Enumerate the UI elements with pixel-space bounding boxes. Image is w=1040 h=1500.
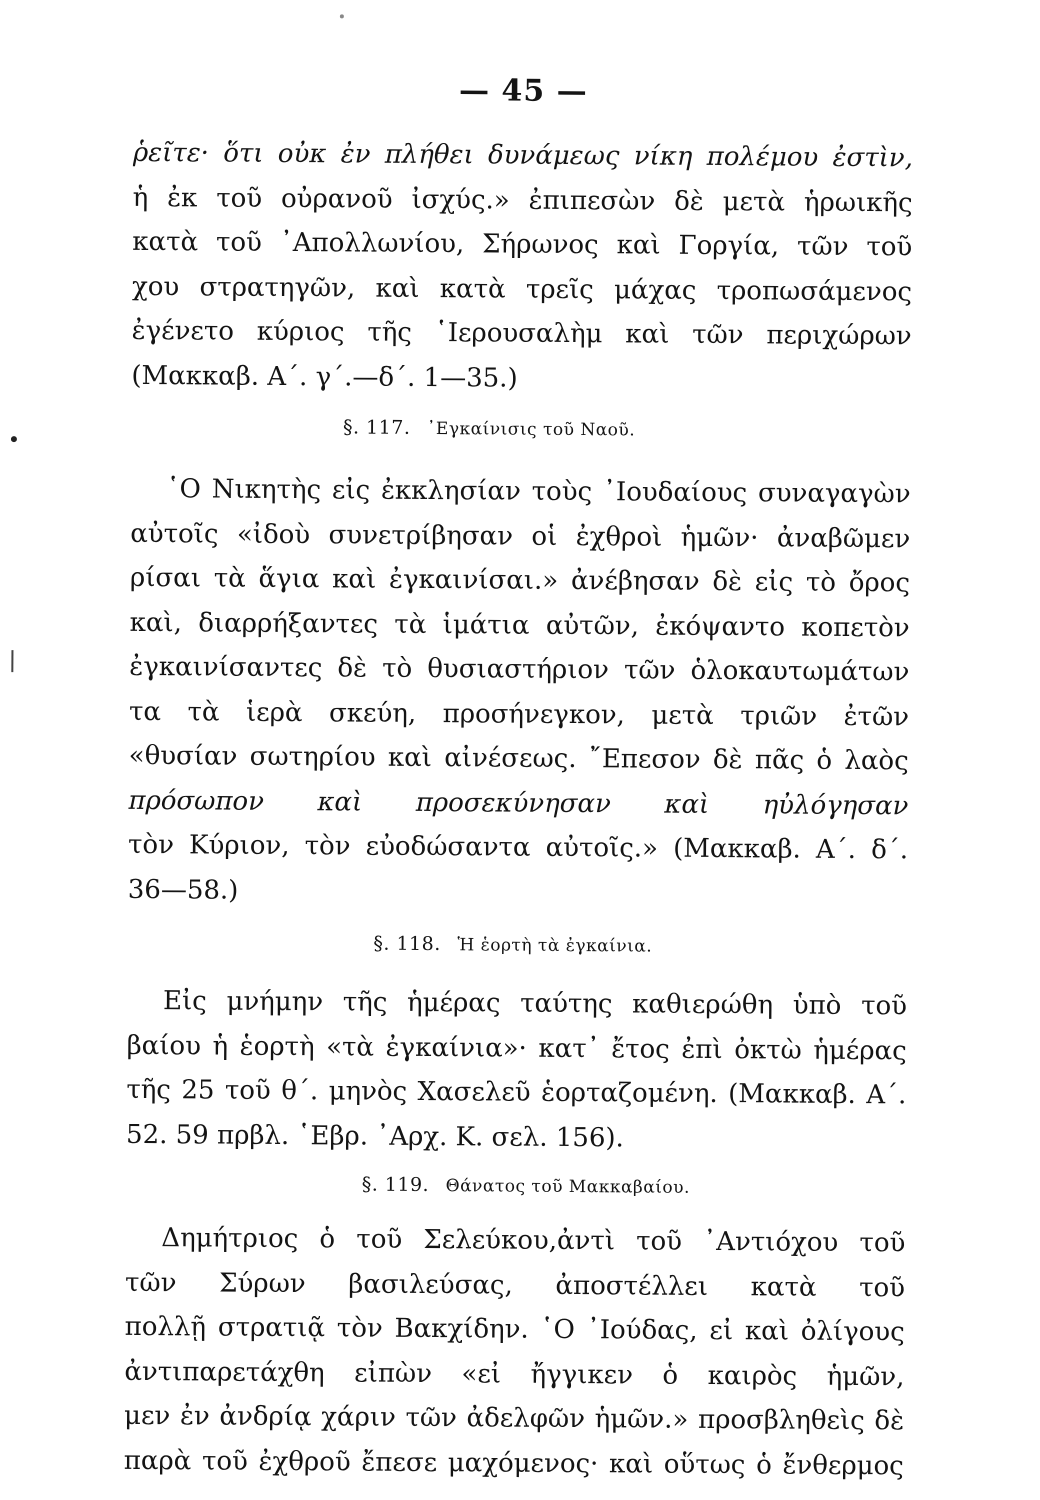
section-number: §. 119. [361, 1173, 430, 1197]
page-speck [340, 14, 344, 18]
page-number: — 45 — [458, 73, 588, 110]
section-title: ᾿Εγκαίνισις τοῦ Ναοῦ. [426, 418, 636, 441]
margin-dot [11, 436, 17, 442]
continuation-paragraph [131, 131, 913, 403]
text-line: ἡ ἐκ τοῦ οὐρανοῦ ἰσχύς.» ἐπιπεσὼν δὲ μετὰ ἡρωικῆς [132, 182, 913, 218]
section-number: §. 118. [373, 932, 441, 956]
text-line: τῶν Σύρων βασιλεύσας, ἀποστέλλει κατὰ τοῦ [124, 1267, 906, 1303]
text-line: παρὰ τοῦ ἐχθροῦ ἔπεσε μαχόμενος· καὶ οὕτως ὁ ἔνθερμος [123, 1445, 904, 1481]
section-title: Θάνατος τοῦ Μακκαβαίου. [445, 1176, 690, 1198]
text-line: ἐγκαινίσαντες δὲ τὸ θυσιαστήριον τῶν ὁλοκαυτωμάτων [129, 651, 910, 688]
section-title: Ἡ ἑορτὴ τὰ ἐγκαίνια. [457, 935, 653, 957]
text-line: κατὰ τοῦ ᾿Απολλωνίου, Σήρωνος καὶ Γοργία, τῶν τοῦ [132, 226, 913, 263]
text-line: (Μακκαβ. Α΄. γ΄.—δ΄. 1—35.) [131, 360, 518, 394]
text-line: χου στρατηγῶν, καὶ κατὰ τρεῖς μάχας τροπωσάμενος [131, 271, 913, 307]
text-line: βαίου ἡ ἑορτὴ «τὰ ἐγκαίνια»· κατ᾿ ἔτος ἐπὶ ὀκτὼ ἡμέρας [126, 1030, 907, 1066]
text-line: Δημήτριος ὁ τοῦ Σελεύκου,ἀντὶ τοῦ ᾿Αντιόχου τοῦ [161, 1223, 906, 1259]
text-line: Εἰς μνήμην τῆς ἡμέρας ταύτης καθιερώθη ὑπὸ τοῦ [162, 986, 908, 1022]
section-heading-117 [131, 412, 911, 446]
section-118-paragraph [126, 979, 907, 1162]
text-line: τὸν Κύριον, τὸν εὐοδώσαντα αὐτοῖς.» (Μακκαβ. Α΄. δ΄. [127, 829, 909, 866]
section-117-paragraph [128, 467, 911, 917]
text-line: καὶ, διαρρήξαντες τὰ ἱμάτια αὐτῶν, ἐκόψαντο κοπετὸν [129, 607, 910, 643]
text-line: πρόσωπον καὶ προσεκύνησαν καὶ ηὐλόγησαν [128, 785, 909, 821]
text-line: μεν ἐν ἀνδρίᾳ χάριν τῶν ἀδελφῶν ἡμῶν.» προσβληθεὶς δὲ [124, 1400, 905, 1437]
text-line: ῥεῖτε· ὅτι οὐκ ἐν πλήθει δυνάμεως νίκη πολέμου ἐστὶν, [132, 137, 914, 174]
section-heading-118 [127, 928, 907, 962]
text-line: ἐγένετο κύριος τῆς ῾Ιερουσαλὴμ καὶ τῶν περιχώρων [131, 315, 912, 352]
text-line: 36—58.) [127, 874, 239, 906]
section-number: §. 117. [342, 416, 411, 439]
margin-mark [11, 650, 13, 672]
text-line: «θυσίαν σωτηρίου καὶ αἰνέσεως. ῎Επεσον δὲ πᾶς ὁ λαὸς [128, 740, 909, 777]
text-line: τα τὰ ἱερὰ σκεύη, προσήνεγκον, μετὰ τριῶν ἐτῶν [128, 696, 910, 732]
text-line: ρίσαι τὰ ἅγια καὶ ἐγκαινίσαι.» ἀνέβησαν δὲ εἰς τὸ ὄρος [129, 562, 911, 599]
text-line: τῆς 25 τοῦ θ΄. μηνὸς Χασελεῦ ἑορταζομένη. (Μακκαβ. Α΄. [126, 1074, 907, 1111]
text-line: ἀντιπαρετάχθη εἰπὼν «εἰ ἤγγικεν ὁ καιρὸς ἡμῶν, [124, 1356, 905, 1392]
text-line: πολλῇ στρατιᾷ τὸν Βακχίδην. ῾Ο ᾿Ιούδας, εἰ καὶ ὀλίγους [124, 1311, 905, 1348]
section-119-paragraph [124, 1216, 906, 1488]
text-line: αὐτοῖς «ἰδοὺ συνετρίβησαν οἱ ἐχθροὶ ἡμῶν· ἀναβῶμεν [130, 518, 911, 554]
text-line: ῾Ο Νικητὴς εἰς ἐκκλησίαν τοὺς ᾿Ιουδαίους συναγαγὼν [166, 474, 911, 510]
text-line: 52. 59 πρβλ. ῾Εβρ. ᾿Αρχ. Κ. σελ. 156). [125, 1119, 624, 1153]
section-heading-119 [126, 1169, 906, 1203]
